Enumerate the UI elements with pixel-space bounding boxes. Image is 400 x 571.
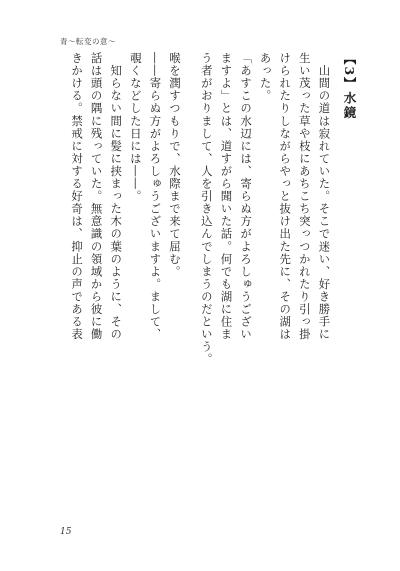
- running-head: 青〜転変の意〜: [60, 37, 116, 46]
- text-line: 知らない間に髪に挟まった木の葉のように、その: [109, 52, 124, 341]
- text-line: う者がおりまして、人を引き込んでしまうのだという。: [199, 52, 214, 366]
- text-line: ――寄らぬ方がよろしゅうございますよ。まして、: [148, 52, 163, 341]
- text-line: けられたりしながらやっと抜け出た先に、その湖は: [278, 52, 293, 341]
- text-line: 生い茂った草や枝にあちこち突っつかれたり引っ掛: [297, 52, 312, 341]
- text-line: きかける。禁戒に対する好奇は、抑止の声である表: [70, 52, 85, 341]
- text-line: 話は頭の隅に残っていた。無意識の領域から彼に働: [89, 52, 104, 341]
- text-line: あった。: [258, 52, 273, 103]
- page-number: 15: [60, 527, 72, 537]
- text-line: 喉を潤すつもりで、水際まで来て屈む。: [168, 52, 182, 278]
- text-line: 山間の道は寂れていた。そこで迷い、好き勝手に: [317, 52, 332, 341]
- text-column-right: [194, 52, 359, 500]
- text-column-left: [70, 52, 184, 500]
- section-heading: 【3】水鏡: [342, 52, 357, 121]
- text-line: 「あすこの水辺には、寄らぬ方がよろしゅうござい: [239, 52, 254, 341]
- text-line: [194, 52, 196, 500]
- text-line: 覗くなどした日には――。: [128, 52, 143, 203]
- text-line: ますよ」とは、道すがら聞いた話。何でも湖に住ま: [219, 52, 234, 341]
